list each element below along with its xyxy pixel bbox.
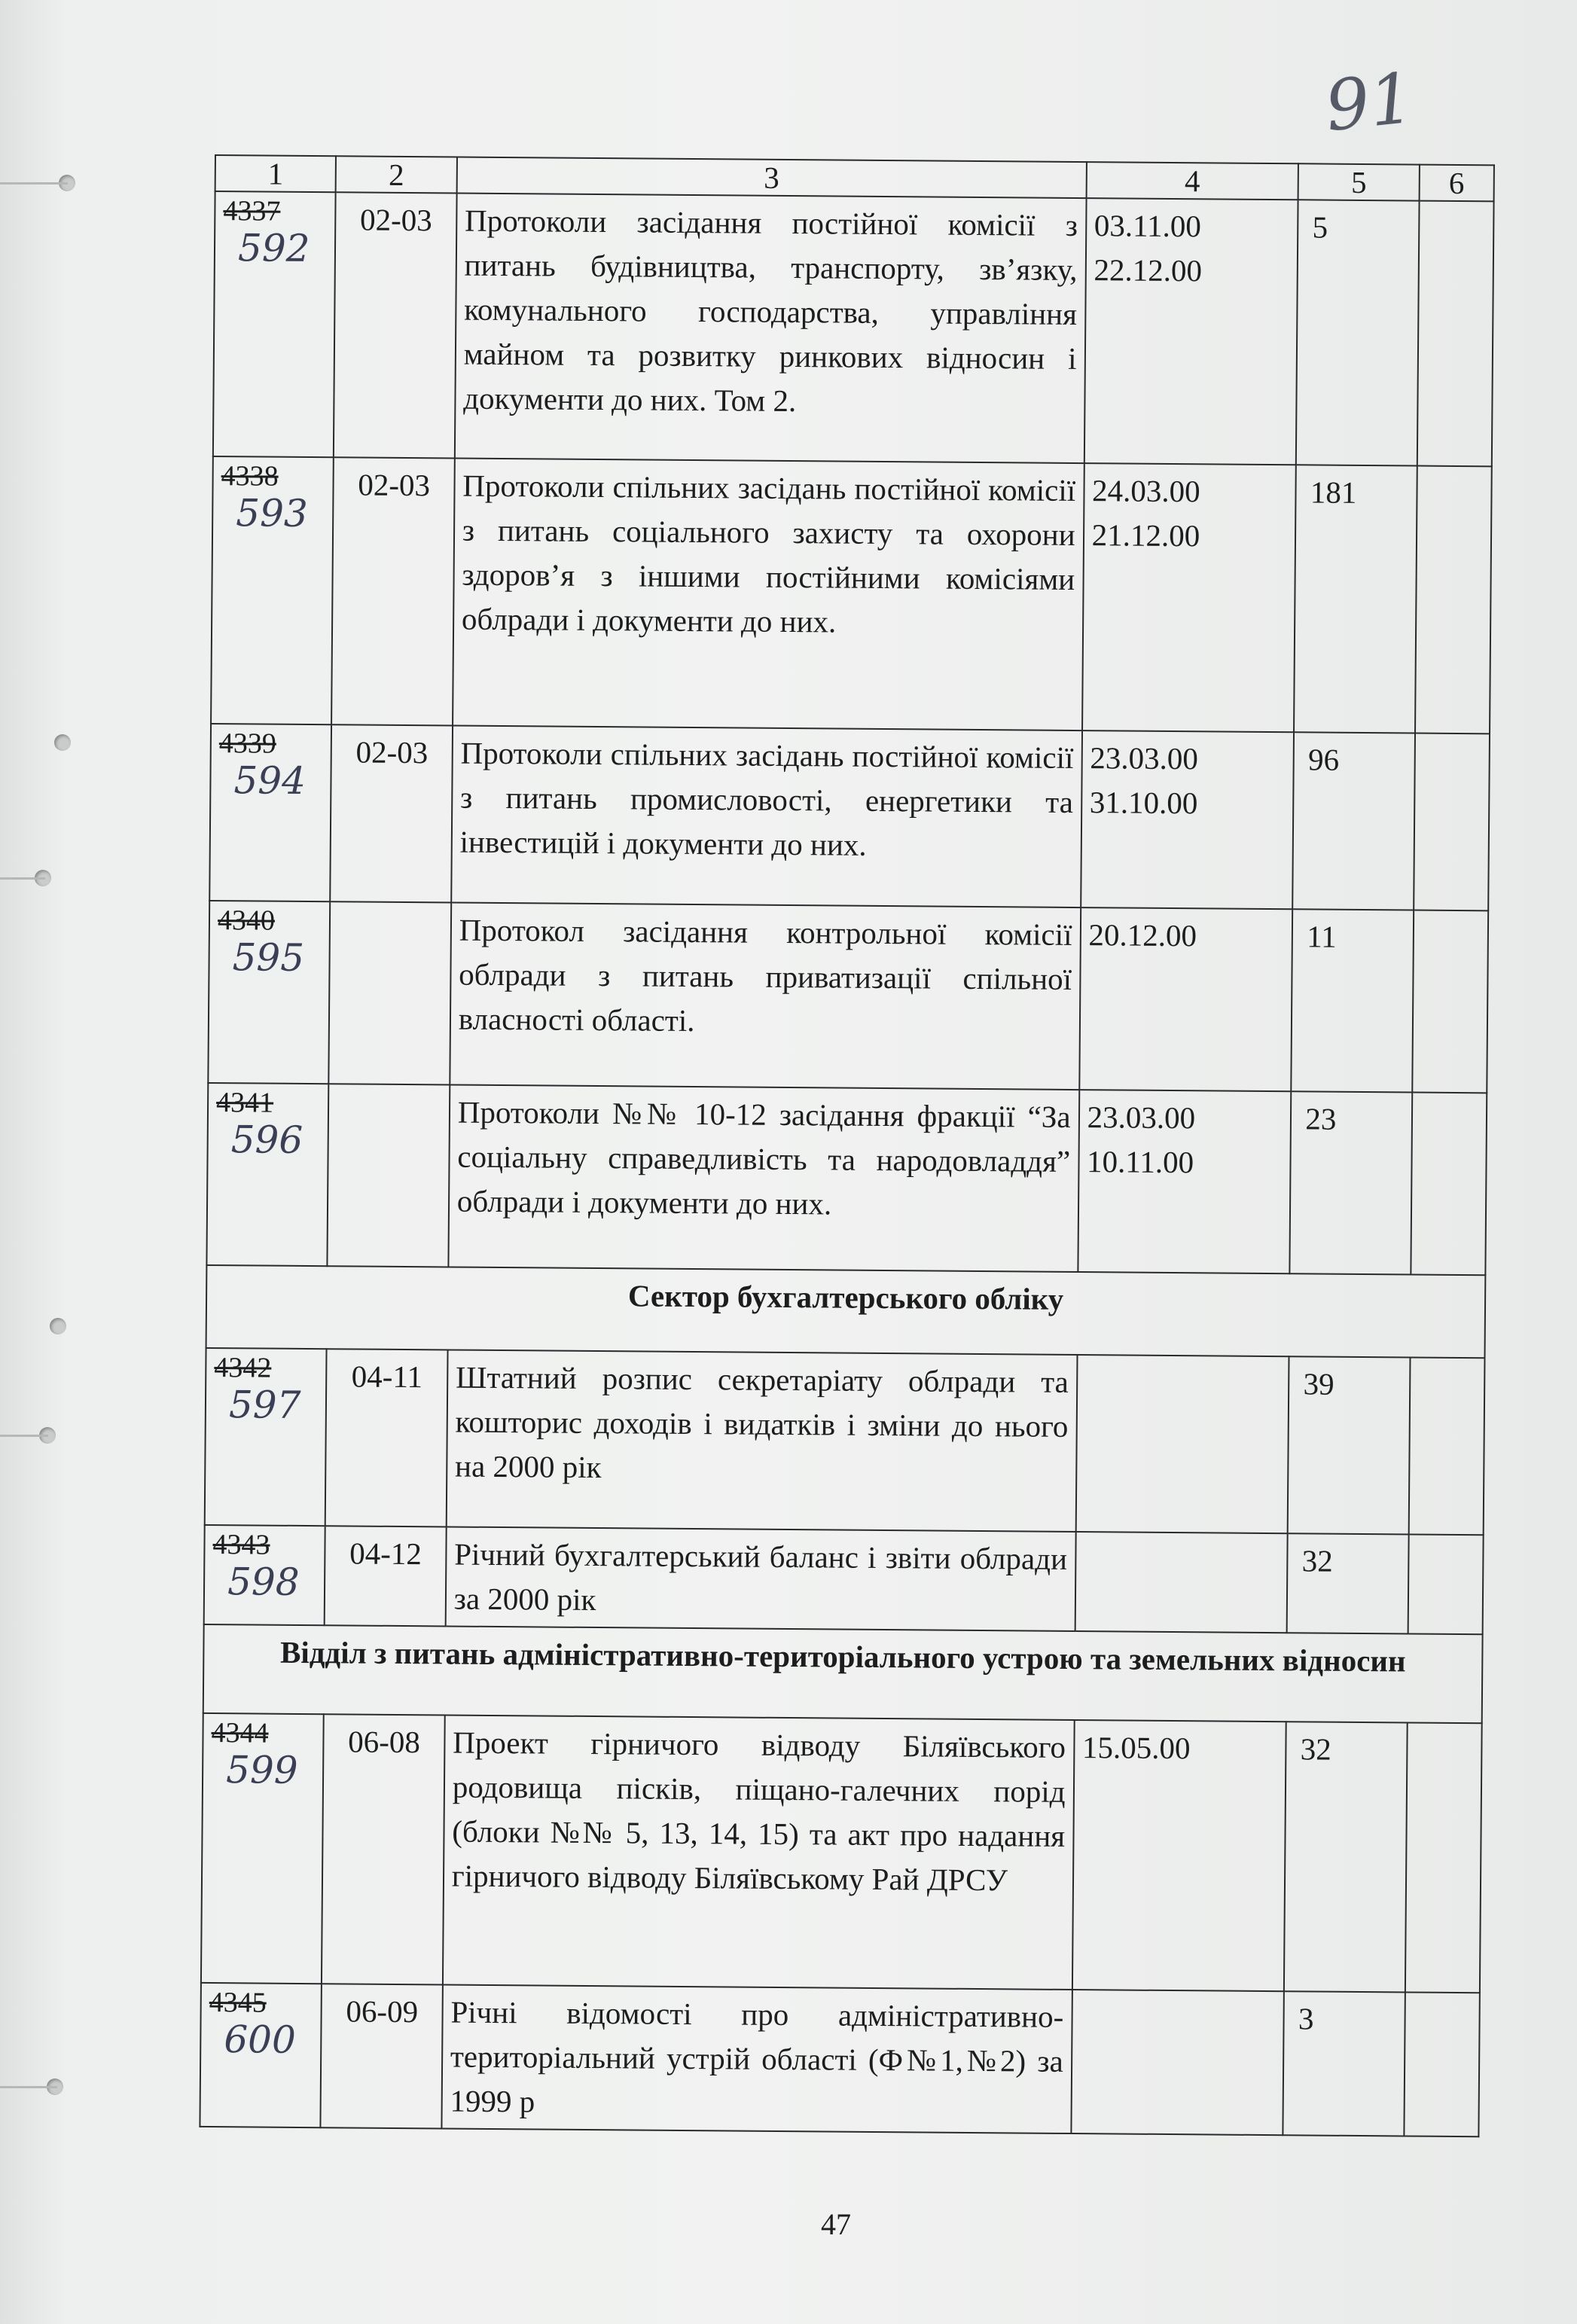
- note-cell: [1404, 1992, 1480, 2136]
- section-row: [206, 1265, 1486, 1358]
- date-to: 22.12.00: [1094, 252, 1203, 288]
- index-cell: [328, 1084, 450, 1267]
- description-cell: Протокол засідання контрольної комісії облради з питань приватизації спільної власності області.: [450, 902, 1081, 1090]
- table-row: [201, 1713, 1482, 1993]
- case-number-cell: [205, 1348, 327, 1526]
- case-number-cell: [209, 724, 331, 901]
- old-case-number: 4340: [217, 904, 276, 937]
- date-from: [1080, 1995, 1276, 1996]
- date-to: 21.12.00: [1091, 517, 1200, 554]
- old-case-number: 4339: [218, 727, 277, 760]
- column-header: 2: [336, 156, 457, 193]
- note-cell: [1414, 733, 1490, 911]
- case-number-cell: [206, 1083, 328, 1266]
- sheets-cell: 96: [1293, 732, 1415, 910]
- description-cell: Протоколи спільних засідань постійної комісії з питань соціального захисту та охорони здоров’я з іншими постійними комісіями облради і документи до них.: [453, 459, 1084, 731]
- index-cell: 04-11: [325, 1349, 447, 1526]
- date-to: [1084, 1537, 1280, 1539]
- note-cell: [1411, 1093, 1487, 1276]
- dates-cell: [1075, 1532, 1288, 1633]
- new-case-number: 597: [228, 1383, 301, 1427]
- column-header: 1: [215, 155, 337, 192]
- index-cell: [329, 901, 451, 1084]
- table-row: [205, 1348, 1485, 1535]
- inventory-table: [199, 154, 1495, 2137]
- description-cell: Проект гірничого відводу Біляївського родовища пісків, піщано-галечних порід (блоки №№ 5, 13, 14, 15) та акт про надання гірничого відводу Біляївському Рай ДРСУ: [443, 1715, 1075, 1990]
- case-number-cell: [201, 1713, 324, 1984]
- sheets-cell: 32: [1287, 1533, 1408, 1633]
- old-case-number: 4345: [209, 1987, 267, 2019]
- description-cell: Річні відомості про адміністративно-територіальний устрій області (Ф№1,№2) за 1999 р: [441, 1984, 1072, 2133]
- section-title: Відділ з питань адміністративно-територіального устрою та земельних відносин: [203, 1624, 1483, 1723]
- folio-number: 91: [1321, 57, 1418, 148]
- case-number-cell: [204, 1525, 325, 1625]
- case-number-cell: [208, 901, 330, 1084]
- column-header: 6: [1419, 165, 1494, 202]
- new-case-number: 599: [225, 1748, 298, 1792]
- page-number: 47: [821, 2207, 851, 2241]
- sheets-cell: 5: [1296, 200, 1419, 465]
- new-case-number: 593: [236, 491, 308, 535]
- binding-hole: [50, 1318, 66, 1334]
- note-cell: [1405, 1723, 1482, 1993]
- sheets-cell: 39: [1288, 1356, 1410, 1534]
- new-case-number: 595: [232, 935, 305, 980]
- date-from: 23.03.00: [1087, 1099, 1196, 1136]
- binding-hole: [54, 734, 71, 751]
- note-cell: [1412, 910, 1488, 1093]
- sheets-cell: 23: [1290, 1091, 1412, 1274]
- old-case-number: 4341: [215, 1087, 274, 1119]
- date-to: 10.11.00: [1086, 1144, 1194, 1180]
- old-case-number: 4342: [214, 1352, 272, 1384]
- dates-cell: [1078, 1090, 1292, 1273]
- date-to: [1085, 1360, 1281, 1362]
- date-to: 31.10.00: [1089, 785, 1198, 821]
- description-cell: Протоколи засідання постійної комісії з питань будівництва, транспорту, зв’язку, комунального господарства, управління майном та розвитку ринкових відносин і документи до них. Том 2.: [455, 194, 1087, 464]
- index-cell: 06-08: [322, 1714, 444, 1984]
- table-row: [204, 1525, 1484, 1634]
- dates-cell: [1084, 198, 1298, 465]
- sheets-cell: 11: [1292, 909, 1414, 1092]
- table-row: [206, 1083, 1487, 1275]
- index-cell: 02-03: [334, 192, 456, 458]
- table-row: [200, 1983, 1479, 2136]
- description-cell: Штатний розпис секретаріату облради та кошторис доходів і видатків і зміни до нього на 2000 рік: [447, 1350, 1078, 1532]
- date-from: [1085, 1360, 1281, 1362]
- index-cell: 04-12: [325, 1526, 446, 1626]
- new-case-number: 596: [230, 1118, 304, 1162]
- dates-cell: [1081, 730, 1295, 909]
- table-row: [213, 191, 1494, 466]
- date-from: [1084, 1537, 1280, 1539]
- date-from: 20.12.00: [1088, 917, 1197, 953]
- old-case-number: 4338: [221, 460, 279, 493]
- section-title: Сектор бухгалтерського обліку: [206, 1265, 1486, 1358]
- date-to: [1080, 1995, 1276, 1996]
- dates-cell: [1082, 463, 1297, 732]
- binding-thread: [0, 877, 45, 880]
- dates-cell: [1075, 1355, 1289, 1533]
- binding-thread: [0, 182, 68, 185]
- column-header: 3: [456, 157, 1086, 199]
- index-cell: 02-03: [331, 724, 453, 902]
- new-case-number: 592: [237, 226, 310, 270]
- binding-thread: [0, 1435, 48, 1437]
- new-case-number: 594: [233, 758, 307, 803]
- index-cell: 02-03: [331, 457, 454, 725]
- index-cell: 06-09: [321, 1984, 443, 2128]
- sheets-cell: 3: [1283, 1991, 1405, 2136]
- note-cell: [1415, 466, 1492, 734]
- old-case-number: 4344: [211, 1717, 269, 1749]
- column-header: 4: [1086, 162, 1298, 200]
- old-case-number: 4343: [212, 1529, 270, 1561]
- case-number-cell: [200, 1983, 322, 2127]
- date-from: 23.03.00: [1090, 740, 1199, 776]
- sheets-cell: 32: [1284, 1722, 1407, 1992]
- table-row: [211, 456, 1492, 733]
- note-cell: [1408, 1358, 1484, 1536]
- note-cell: [1408, 1535, 1483, 1635]
- sheets-cell: 181: [1294, 465, 1417, 733]
- dates-cell: [1072, 1720, 1287, 1991]
- dates-cell: [1071, 1990, 1284, 2135]
- old-case-number: 4337: [223, 195, 281, 227]
- section-row: [203, 1624, 1483, 1723]
- date-from: 24.03.00: [1091, 473, 1200, 509]
- description-cell: Протоколи №№ 10-12 засідання фракції “За соціальну справедливість та народовладдя” облради і документи до них.: [448, 1084, 1079, 1272]
- description-cell: Протоколи спільних засідань постійної комісії з питань промисловості, енергетики та інвестицій і документи до них.: [451, 726, 1082, 908]
- note-cell: [1417, 201, 1494, 467]
- case-number-cell: [211, 456, 334, 724]
- new-case-number: 600: [224, 2017, 297, 2062]
- case-number-cell: [213, 191, 336, 457]
- dates-cell: [1079, 907, 1293, 1091]
- column-header: 5: [1298, 163, 1420, 200]
- table-row: [209, 724, 1490, 910]
- description-cell: Річний бухгалтерський баланс і звіти облради за 2000 рік: [445, 1526, 1075, 1631]
- new-case-number: 598: [227, 1560, 300, 1604]
- table-row: [208, 901, 1488, 1093]
- binding-thread: [0, 2086, 57, 2088]
- date-from: 03.11.00: [1094, 208, 1202, 244]
- date-from: 15.05.00: [1081, 1730, 1191, 1766]
